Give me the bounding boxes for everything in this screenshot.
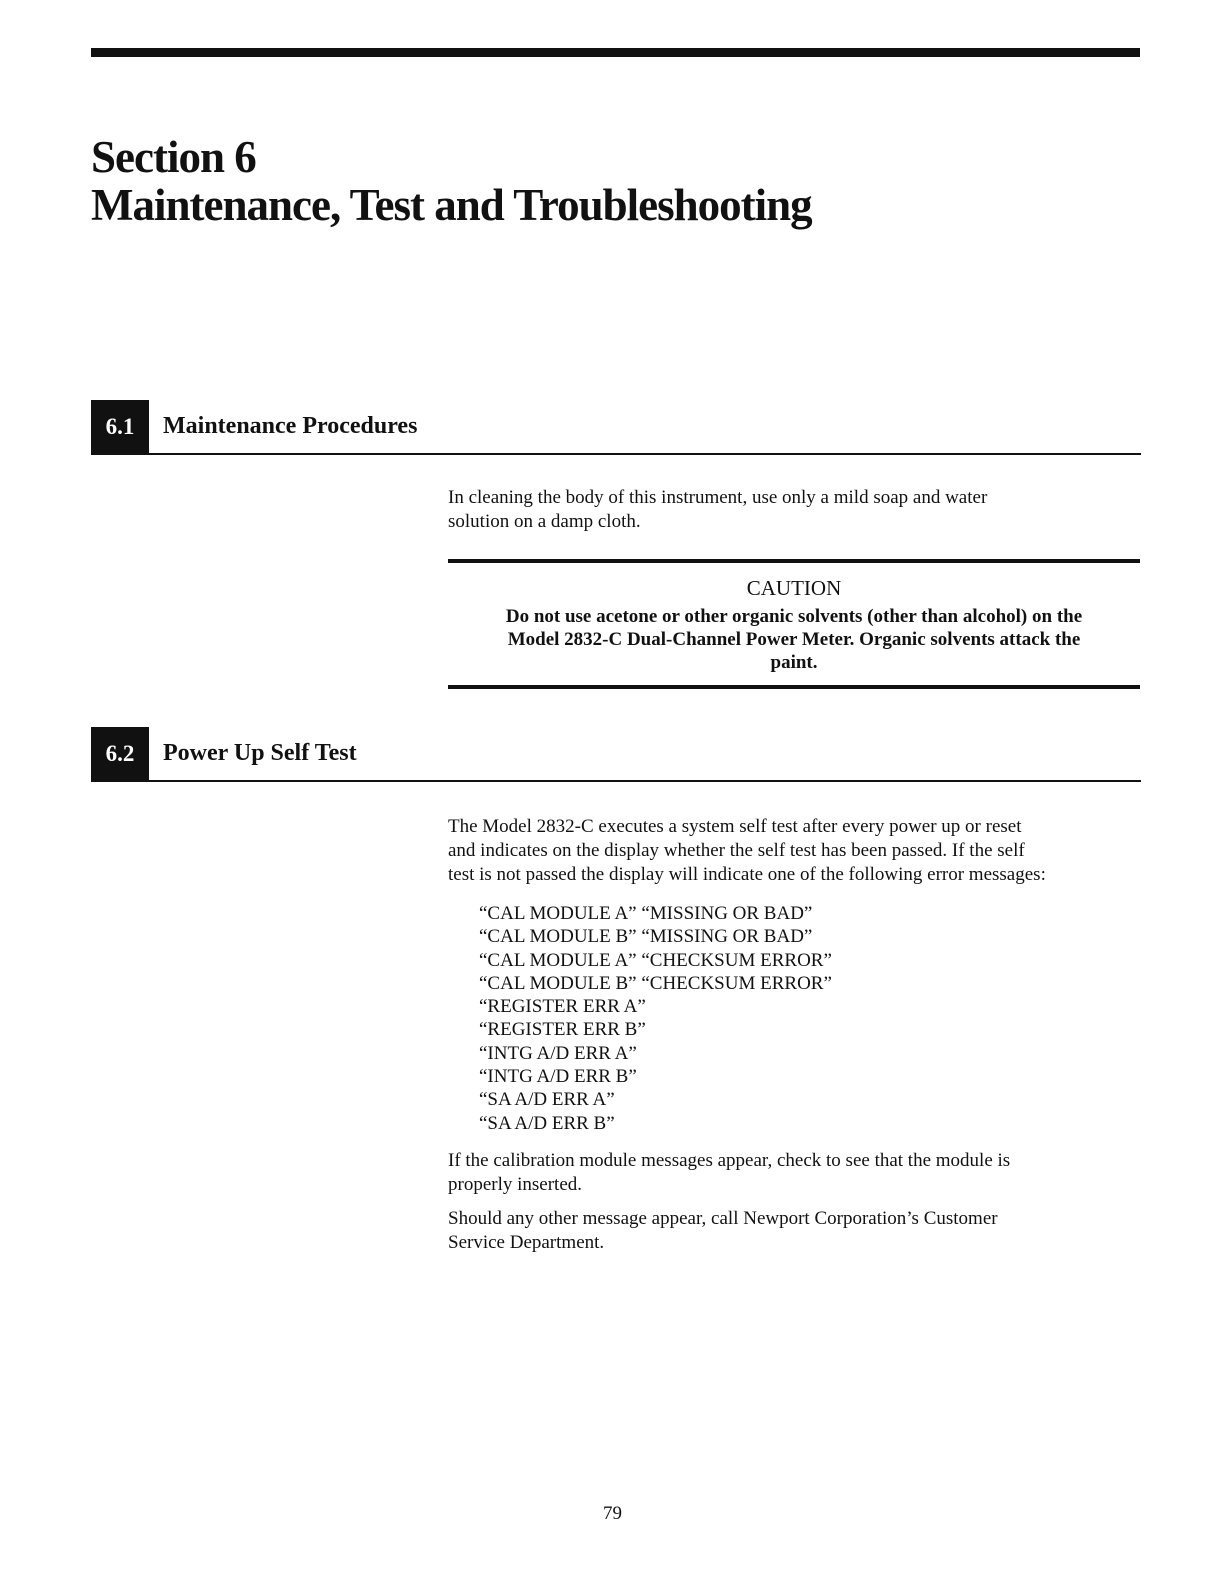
- caution-heading: CAUTION: [746, 576, 842, 600]
- error-message-list: [479, 902, 832, 1135]
- caution-line: Do not use acetone or other organic solvents (other than alcohol) on the: [505, 606, 1083, 627]
- section-number-badge: 6.2: [91, 727, 149, 780]
- section-heading: Power Up Self Test: [163, 740, 357, 766]
- section-rule: [91, 780, 1141, 782]
- caution-text: [448, 605, 1140, 674]
- paragraph-line: solution on a damp cloth.: [448, 511, 641, 532]
- error-message: “SA A/D ERR B”: [479, 1112, 615, 1134]
- paragraph-line: and indicates on the display whether the self test has been passed. If the self: [448, 840, 1025, 861]
- section-rule: [91, 453, 1141, 455]
- paragraph-line: Should any other message appear, call Newport Corporation’s Customer: [448, 1208, 998, 1229]
- section-6-2-header: [91, 727, 1141, 785]
- calibration-paragraph: [448, 1149, 1148, 1197]
- paragraph-line: The Model 2832-C executes a system self test after every power up or reset: [448, 816, 1022, 837]
- section-label: Section 6: [91, 132, 256, 182]
- paragraph-line: test is not passed the display will indicate one of the following error messages:: [448, 864, 1046, 885]
- error-message: “INTG A/D ERR A”: [479, 1042, 637, 1064]
- caution-bottom-rule: [448, 685, 1140, 689]
- top-rule: [91, 48, 1140, 57]
- caution-top-rule: [448, 559, 1140, 563]
- error-message: “CAL MODULE B” “CHECKSUM ERROR”: [479, 972, 832, 994]
- section-number-badge: 6.1: [91, 400, 149, 453]
- page-title: [91, 133, 812, 229]
- caution-box: [448, 559, 1140, 689]
- paragraph-line: properly inserted.: [448, 1174, 583, 1195]
- paragraph-line: If the calibration module messages appear, check to see that the module is: [448, 1150, 1011, 1171]
- section-heading: Maintenance Procedures: [163, 413, 418, 439]
- error-message: “INTG A/D ERR B”: [479, 1066, 637, 1088]
- cleaning-paragraph: [448, 486, 1148, 534]
- error-message: “CAL MODULE A” “CHECKSUM ERROR”: [479, 949, 832, 971]
- error-message: “CAL MODULE A” “MISSING OR BAD”: [479, 903, 813, 924]
- section-6-1-header: [91, 400, 1141, 458]
- page-number: 79: [603, 1503, 622, 1524]
- error-message: “REGISTER ERR A”: [479, 996, 646, 1018]
- error-message: “SA A/D ERR A”: [479, 1089, 615, 1111]
- error-message: “CAL MODULE B” “MISSING OR BAD”: [479, 926, 813, 948]
- paragraph-line: Service Department.: [448, 1232, 605, 1253]
- error-message: “REGISTER ERR B”: [479, 1019, 646, 1041]
- caution-line: paint.: [770, 652, 818, 673]
- service-paragraph: [448, 1207, 1148, 1255]
- caution-line: Model 2832-C Dual-Channel Power Meter. Organic solvents attack the: [507, 629, 1081, 650]
- paragraph-line: In cleaning the body of this instrument, use only a mild soap and water: [448, 487, 988, 508]
- section-title: Maintenance, Test and Troubleshooting: [91, 180, 812, 230]
- self-test-intro: [448, 815, 1148, 887]
